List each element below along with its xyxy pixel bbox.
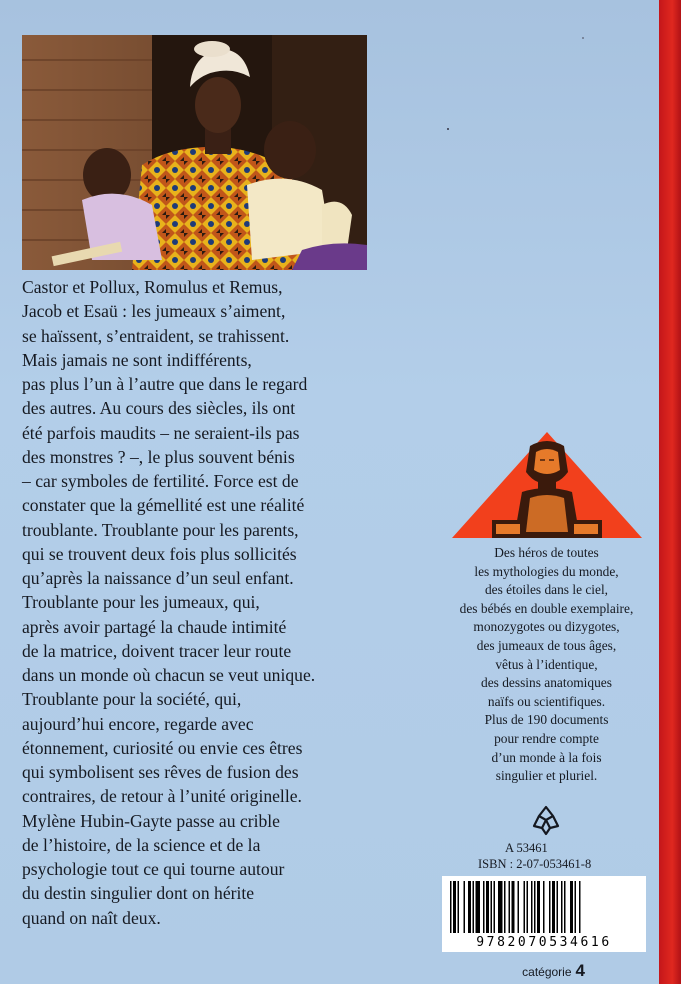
blurb-line: pas plus l’un à l’autre que dans le regard xyxy=(22,374,308,394)
blurb-line: qu’après la naissance d’un seul enfant. xyxy=(22,568,294,588)
blurb-line: dans un monde où chacun se veut unique. xyxy=(22,665,316,685)
red-side-strip xyxy=(659,0,681,984)
barcode-bar xyxy=(473,881,475,933)
blurb-line: étonnement, curiosité ou envie ces êtres xyxy=(22,737,303,758)
blurb-line: Mylène Hubin-Gayte passe au crible xyxy=(22,810,280,831)
features-line: d’un monde à la fois xyxy=(491,749,602,765)
barcode-bar xyxy=(464,881,466,933)
features-line: pour rendre compte xyxy=(494,730,599,746)
publisher-logo-icon xyxy=(531,804,561,836)
blurb-line: quand on naît deux. xyxy=(22,907,161,928)
barcode-bar xyxy=(468,881,471,933)
barcode-bar xyxy=(564,881,566,933)
blurb-line: – car symboles de fertilité. Force est de xyxy=(22,471,299,491)
barcode xyxy=(442,876,646,952)
barcode-bar xyxy=(504,881,506,933)
category-label: catégorie xyxy=(522,965,572,979)
barcode-bar xyxy=(491,881,493,933)
features-line: Des héros de toutes xyxy=(494,545,599,560)
barcode-bar xyxy=(534,881,536,933)
blurb-line: Jacob et Esaü : les jumeaux s’aiment, xyxy=(22,301,286,322)
features-line: des jumeaux de tous âges, xyxy=(476,637,617,653)
blurb-line: Mais jamais ne sont indifférents, xyxy=(22,349,252,370)
barcode-bar xyxy=(494,881,496,933)
features-line: naïfs ou scientifiques. xyxy=(487,693,606,709)
mother-with-twins-photo xyxy=(22,35,367,270)
category-number: 4 xyxy=(575,961,585,980)
blurb-line: qui se trouvent deux fois plus sollicités xyxy=(22,543,297,564)
blurb-line: troublante. Troublante pour les parents, xyxy=(22,519,299,540)
blurb-line: qui symbolisent ses rêves de fusion des xyxy=(22,762,299,782)
barcode-bar xyxy=(527,881,529,933)
features-line: vêtus à l’identique, xyxy=(495,656,598,672)
barcode-bar xyxy=(537,881,540,933)
blurb-line: aujourd’hui encore, regarde avec xyxy=(22,713,254,734)
features-list xyxy=(442,544,651,786)
features-line: des dessins anatomiques xyxy=(481,675,612,691)
barcode-bar xyxy=(518,881,520,933)
blurb-line: contraires, de retour à l’unité originelle. xyxy=(22,786,302,807)
barcode-bar xyxy=(486,881,489,933)
barcode-bar xyxy=(524,881,526,933)
blurb-line: de la matrice, doivent tracer leur route xyxy=(22,640,292,661)
barcode-bars xyxy=(450,881,638,933)
barcode-digits: 9782070534616 xyxy=(476,935,612,950)
features-line: monozygotes ou dizygotes, xyxy=(473,619,620,635)
blurb-line: constater que la gémellité est une réalité xyxy=(22,495,305,516)
isbn-number: ISBN : 2-07-053461-8 xyxy=(478,857,592,871)
blurb-line: du destin singulier dont on hérite xyxy=(22,883,255,904)
blurb-line: de l’histoire, de la science et de la xyxy=(22,834,261,855)
barcode-bar xyxy=(549,881,551,933)
barcode-bar xyxy=(552,881,555,933)
features-line: les mythologies du monde, xyxy=(474,563,619,579)
barcode-bar xyxy=(579,881,581,933)
features-line: Plus de 190 documents xyxy=(484,712,609,728)
features-line: singulier et pluriel. xyxy=(495,768,598,784)
barcode-bar xyxy=(557,881,559,933)
barcode-bar xyxy=(498,881,503,933)
barcode-bar xyxy=(570,881,573,933)
barcode-bar xyxy=(512,881,515,933)
barcode-bar xyxy=(483,881,485,933)
features-line: des bébés en double exemplaire, xyxy=(459,600,634,616)
barcode-bar xyxy=(453,881,456,933)
blurb-line: des autres. Au cours des siècles, ils ont xyxy=(22,398,296,419)
blurb-line: Castor et Pollux, Romulus et Remus, xyxy=(22,277,283,297)
barcode-bar xyxy=(561,881,563,933)
blurb-line: Troublante pour les jumeaux, qui, xyxy=(22,592,260,613)
blurb-line: se haïssent, s’entraident, se trahissent. xyxy=(22,325,290,346)
features-line: des étoiles dans le ciel, xyxy=(484,582,609,598)
blurb-line: été parfois maudits – ne seraient-ils pas xyxy=(22,422,300,443)
barcode-bar xyxy=(531,881,533,933)
blurb-line: Troublante pour la société, qui, xyxy=(22,689,242,710)
blurb-line: après avoir partagé la chaude intimité xyxy=(22,616,287,637)
sphinx-pyramid-emblem xyxy=(452,432,642,538)
barcode-bar xyxy=(458,881,460,933)
barcode-bar xyxy=(575,881,577,933)
barcode-bar xyxy=(450,881,452,933)
barcode-bar xyxy=(509,881,511,933)
blurb-line: psychologie tout ce qui tourne autour xyxy=(22,859,285,879)
blurb-line: des monstres ? –, le plus souvent bénis xyxy=(22,446,295,467)
category-badge xyxy=(522,961,585,981)
blurb-text xyxy=(22,275,417,930)
barcode-bar xyxy=(476,881,481,933)
barcode-bar xyxy=(543,881,545,933)
catalog-code: A 53461 xyxy=(505,841,548,855)
